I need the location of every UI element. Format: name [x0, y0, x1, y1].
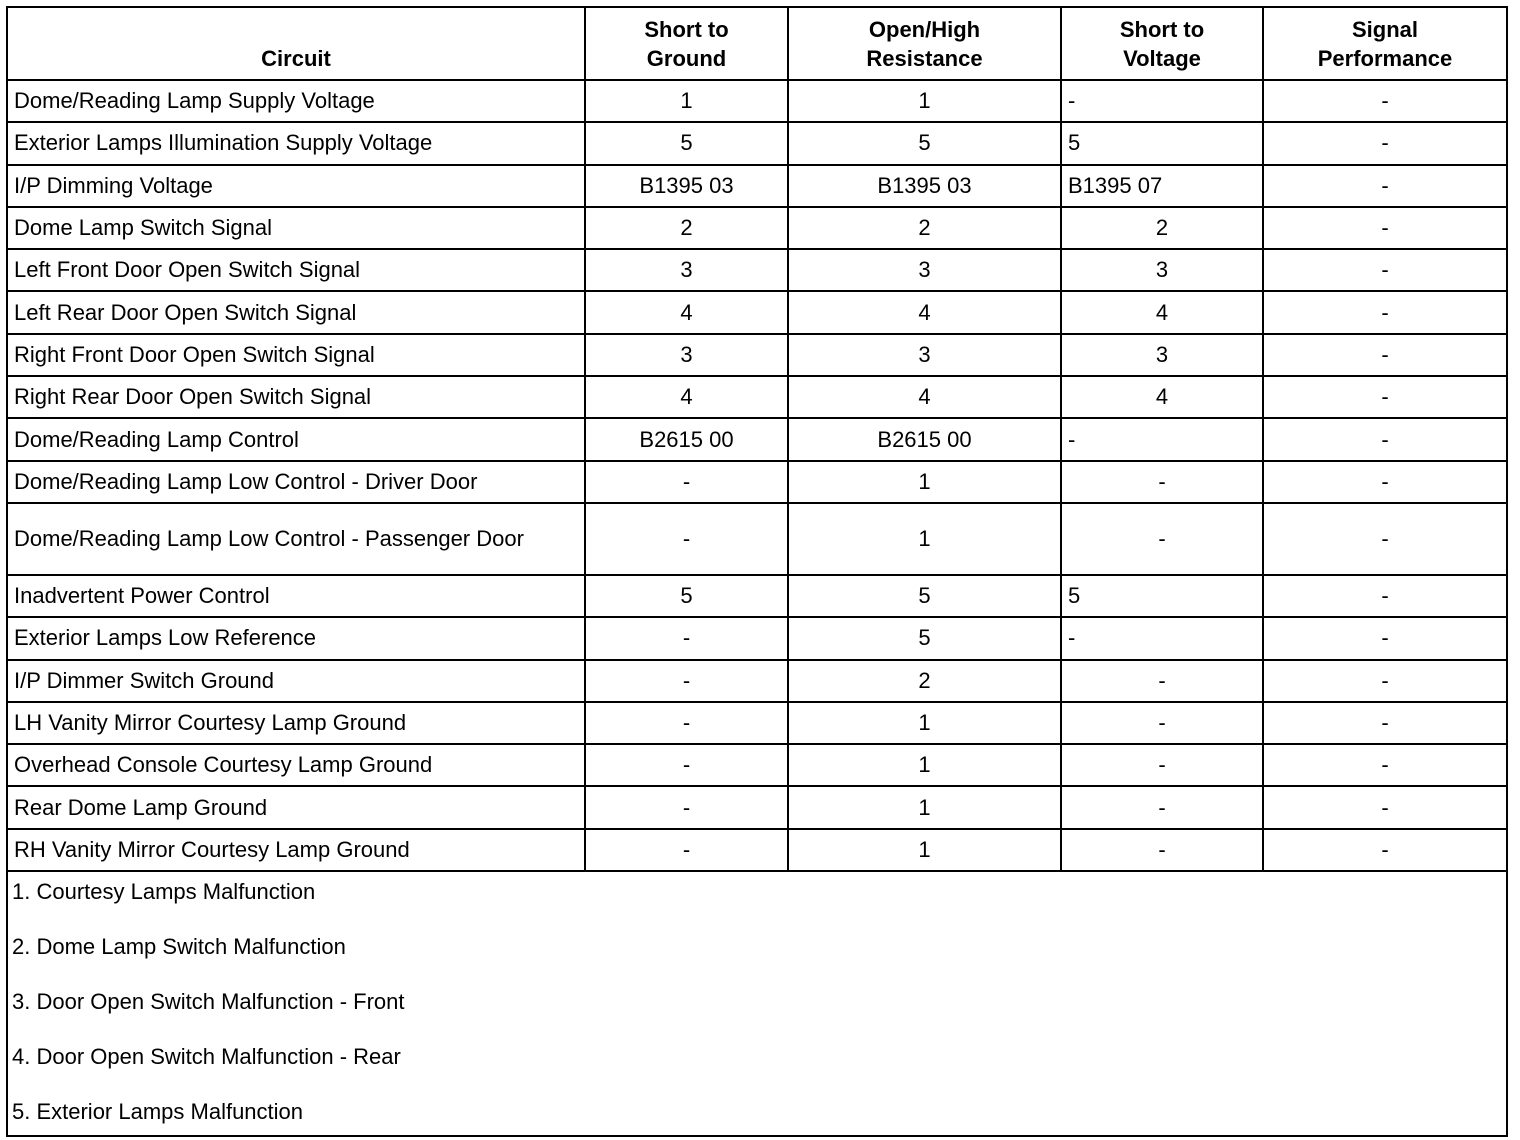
short-to-ground-cell: 5 — [585, 575, 788, 617]
table-row — [7, 461, 1507, 503]
circuit-cell: LH Vanity Mirror Courtesy Lamp Ground — [7, 702, 585, 744]
circuit-cell: Right Front Door Open Switch Signal — [7, 334, 585, 376]
circuit-diagnostic-table — [6, 6, 1508, 1137]
header-open-high-resistance — [788, 7, 1061, 80]
signal-performance-cell: - — [1263, 503, 1507, 575]
header-signal-performance-line: Signal — [1351, 17, 1418, 42]
short-to-ground-cell: 5 — [585, 122, 788, 164]
open-high-resistance-cell: 1 — [788, 461, 1061, 503]
header-circuit: Circuit — [7, 7, 585, 80]
header-open-high-resistance-line: Resistance — [866, 46, 983, 71]
table-row — [7, 786, 1507, 828]
footnote-item: 3. Door Open Switch Malfunction - Front — [12, 989, 405, 1015]
header-short-to-ground-line: Short to — [644, 17, 729, 42]
short-to-ground-cell: - — [585, 829, 788, 871]
short-to-ground-cell: - — [585, 461, 788, 503]
table-row — [7, 80, 1507, 122]
open-high-resistance-cell: 1 — [788, 503, 1061, 575]
short-to-voltage-cell: - — [1061, 418, 1263, 460]
short-to-ground-cell: B2615 00 — [585, 418, 788, 460]
header-open-high-resistance-line: Open/High — [868, 17, 981, 42]
table-row — [7, 744, 1507, 786]
header-short-to-ground — [585, 7, 788, 80]
table-row — [7, 575, 1507, 617]
short-to-ground-cell: - — [585, 744, 788, 786]
short-to-ground-cell: 1 — [585, 80, 788, 122]
table-row — [7, 376, 1507, 418]
table-row — [7, 503, 1507, 575]
signal-performance-cell: - — [1263, 829, 1507, 871]
table-row — [7, 617, 1507, 659]
signal-performance-cell: - — [1263, 291, 1507, 333]
open-high-resistance-cell: 1 — [788, 744, 1061, 786]
header-short-to-voltage-line: Voltage — [1123, 46, 1201, 71]
signal-performance-cell: - — [1263, 418, 1507, 460]
signal-performance-cell: - — [1263, 617, 1507, 659]
open-high-resistance-cell: 5 — [788, 575, 1061, 617]
short-to-voltage-cell: - — [1061, 461, 1263, 503]
short-to-ground-cell: - — [585, 660, 788, 702]
circuit-cell: Left Rear Door Open Switch Signal — [7, 291, 585, 333]
header-short-to-voltage-line: Short to — [1119, 17, 1205, 42]
table-row — [7, 165, 1507, 207]
signal-performance-cell: - — [1263, 249, 1507, 291]
table-body — [7, 80, 1507, 871]
circuit-cell: Dome/Reading Lamp Supply Voltage — [7, 80, 585, 122]
footnote-item: 2. Dome Lamp Switch Malfunction — [12, 934, 346, 960]
footnote-item: 1. Courtesy Lamps Malfunction — [12, 879, 316, 905]
circuit-diagnostic-table-frame — [6, 6, 1506, 1134]
signal-performance-cell: - — [1263, 702, 1507, 744]
circuit-cell: Exterior Lamps Low Reference — [7, 617, 585, 659]
footnote-item: 4. Door Open Switch Malfunction - Rear — [12, 1044, 401, 1070]
footnotes — [7, 871, 1507, 1136]
circuit-cell: Dome/Reading Lamp Control — [7, 418, 585, 460]
open-high-resistance-cell: 3 — [788, 334, 1061, 376]
open-high-resistance-cell: 5 — [788, 617, 1061, 659]
table-row — [7, 418, 1507, 460]
signal-performance-cell: - — [1263, 744, 1507, 786]
short-to-ground-cell: - — [585, 786, 788, 828]
short-to-voltage-cell: - — [1061, 744, 1263, 786]
table-row — [7, 249, 1507, 291]
short-to-ground-cell: 3 — [585, 249, 788, 291]
short-to-voltage-cell: 2 — [1061, 207, 1263, 249]
signal-performance-cell: - — [1263, 786, 1507, 828]
open-high-resistance-cell: 4 — [788, 291, 1061, 333]
short-to-voltage-cell: 5 — [1061, 575, 1263, 617]
short-to-voltage-cell: - — [1061, 503, 1263, 575]
short-to-voltage-cell: 5 — [1061, 122, 1263, 164]
open-high-resistance-cell: 3 — [788, 249, 1061, 291]
table-row — [7, 660, 1507, 702]
short-to-ground-cell: B1395 03 — [585, 165, 788, 207]
header-signal-performance — [1263, 7, 1507, 80]
circuit-cell: Overhead Console Courtesy Lamp Ground — [7, 744, 585, 786]
table-row — [7, 702, 1507, 744]
open-high-resistance-cell: B2615 00 — [788, 418, 1061, 460]
open-high-resistance-cell: B1395 03 — [788, 165, 1061, 207]
footnote-item: 5. Exterior Lamps Malfunction — [12, 1099, 304, 1125]
short-to-ground-cell: 4 — [585, 376, 788, 418]
open-high-resistance-cell: 1 — [788, 786, 1061, 828]
open-high-resistance-cell: 1 — [788, 702, 1061, 744]
table-row — [7, 829, 1507, 871]
header-short-to-voltage — [1061, 7, 1263, 80]
circuit-cell: Right Rear Door Open Switch Signal — [7, 376, 585, 418]
table-row — [7, 207, 1507, 249]
short-to-ground-cell: - — [585, 503, 788, 575]
open-high-resistance-cell: 5 — [788, 122, 1061, 164]
signal-performance-cell: - — [1263, 122, 1507, 164]
table-row — [7, 122, 1507, 164]
circuit-cell: Dome Lamp Switch Signal — [7, 207, 585, 249]
circuit-cell: RH Vanity Mirror Courtesy Lamp Ground — [7, 829, 585, 871]
short-to-voltage-cell: - — [1061, 829, 1263, 871]
short-to-voltage-cell: - — [1061, 786, 1263, 828]
table-row — [7, 291, 1507, 333]
signal-performance-cell: - — [1263, 461, 1507, 503]
circuit-cell: Rear Dome Lamp Ground — [7, 786, 585, 828]
short-to-ground-cell: 4 — [585, 291, 788, 333]
short-to-voltage-cell: B1395 07 — [1061, 165, 1263, 207]
signal-performance-cell: - — [1263, 376, 1507, 418]
signal-performance-cell: - — [1263, 334, 1507, 376]
circuit-cell: Dome/Reading Lamp Low Control - Driver Door — [7, 461, 585, 503]
short-to-voltage-cell: - — [1061, 617, 1263, 659]
open-high-resistance-cell: 2 — [788, 207, 1061, 249]
short-to-voltage-cell: - — [1061, 660, 1263, 702]
header-row — [7, 7, 1507, 80]
signal-performance-cell: - — [1263, 207, 1507, 249]
short-to-voltage-cell: 3 — [1061, 334, 1263, 376]
circuit-cell: I/P Dimmer Switch Ground — [7, 660, 585, 702]
short-to-voltage-cell: 4 — [1061, 291, 1263, 333]
table-row — [7, 334, 1507, 376]
short-to-voltage-cell: - — [1061, 80, 1263, 122]
short-to-ground-cell: 3 — [585, 334, 788, 376]
signal-performance-cell: - — [1263, 660, 1507, 702]
signal-performance-cell: - — [1263, 80, 1507, 122]
notes-row — [7, 871, 1507, 1136]
open-high-resistance-cell: 1 — [788, 80, 1061, 122]
circuit-cell: I/P Dimming Voltage — [7, 165, 585, 207]
signal-performance-cell: - — [1263, 165, 1507, 207]
short-to-ground-cell: - — [585, 617, 788, 659]
short-to-ground-cell: 2 — [585, 207, 788, 249]
open-high-resistance-cell: 4 — [788, 376, 1061, 418]
circuit-cell: Inadvertent Power Control — [7, 575, 585, 617]
open-high-resistance-cell: 2 — [788, 660, 1061, 702]
header-signal-performance-line: Performance — [1317, 46, 1453, 71]
signal-performance-cell: - — [1263, 575, 1507, 617]
open-high-resistance-cell: 1 — [788, 829, 1061, 871]
header-short-to-ground-line: Ground — [646, 46, 727, 71]
circuit-cell: Exterior Lamps Illumination Supply Voltage — [7, 122, 585, 164]
short-to-voltage-cell: 4 — [1061, 376, 1263, 418]
short-to-voltage-cell: - — [1061, 702, 1263, 744]
short-to-ground-cell: - — [585, 702, 788, 744]
circuit-cell: Left Front Door Open Switch Signal — [7, 249, 585, 291]
circuit-cell: Dome/Reading Lamp Low Control - Passenger Door — [7, 503, 585, 575]
short-to-voltage-cell: 3 — [1061, 249, 1263, 291]
